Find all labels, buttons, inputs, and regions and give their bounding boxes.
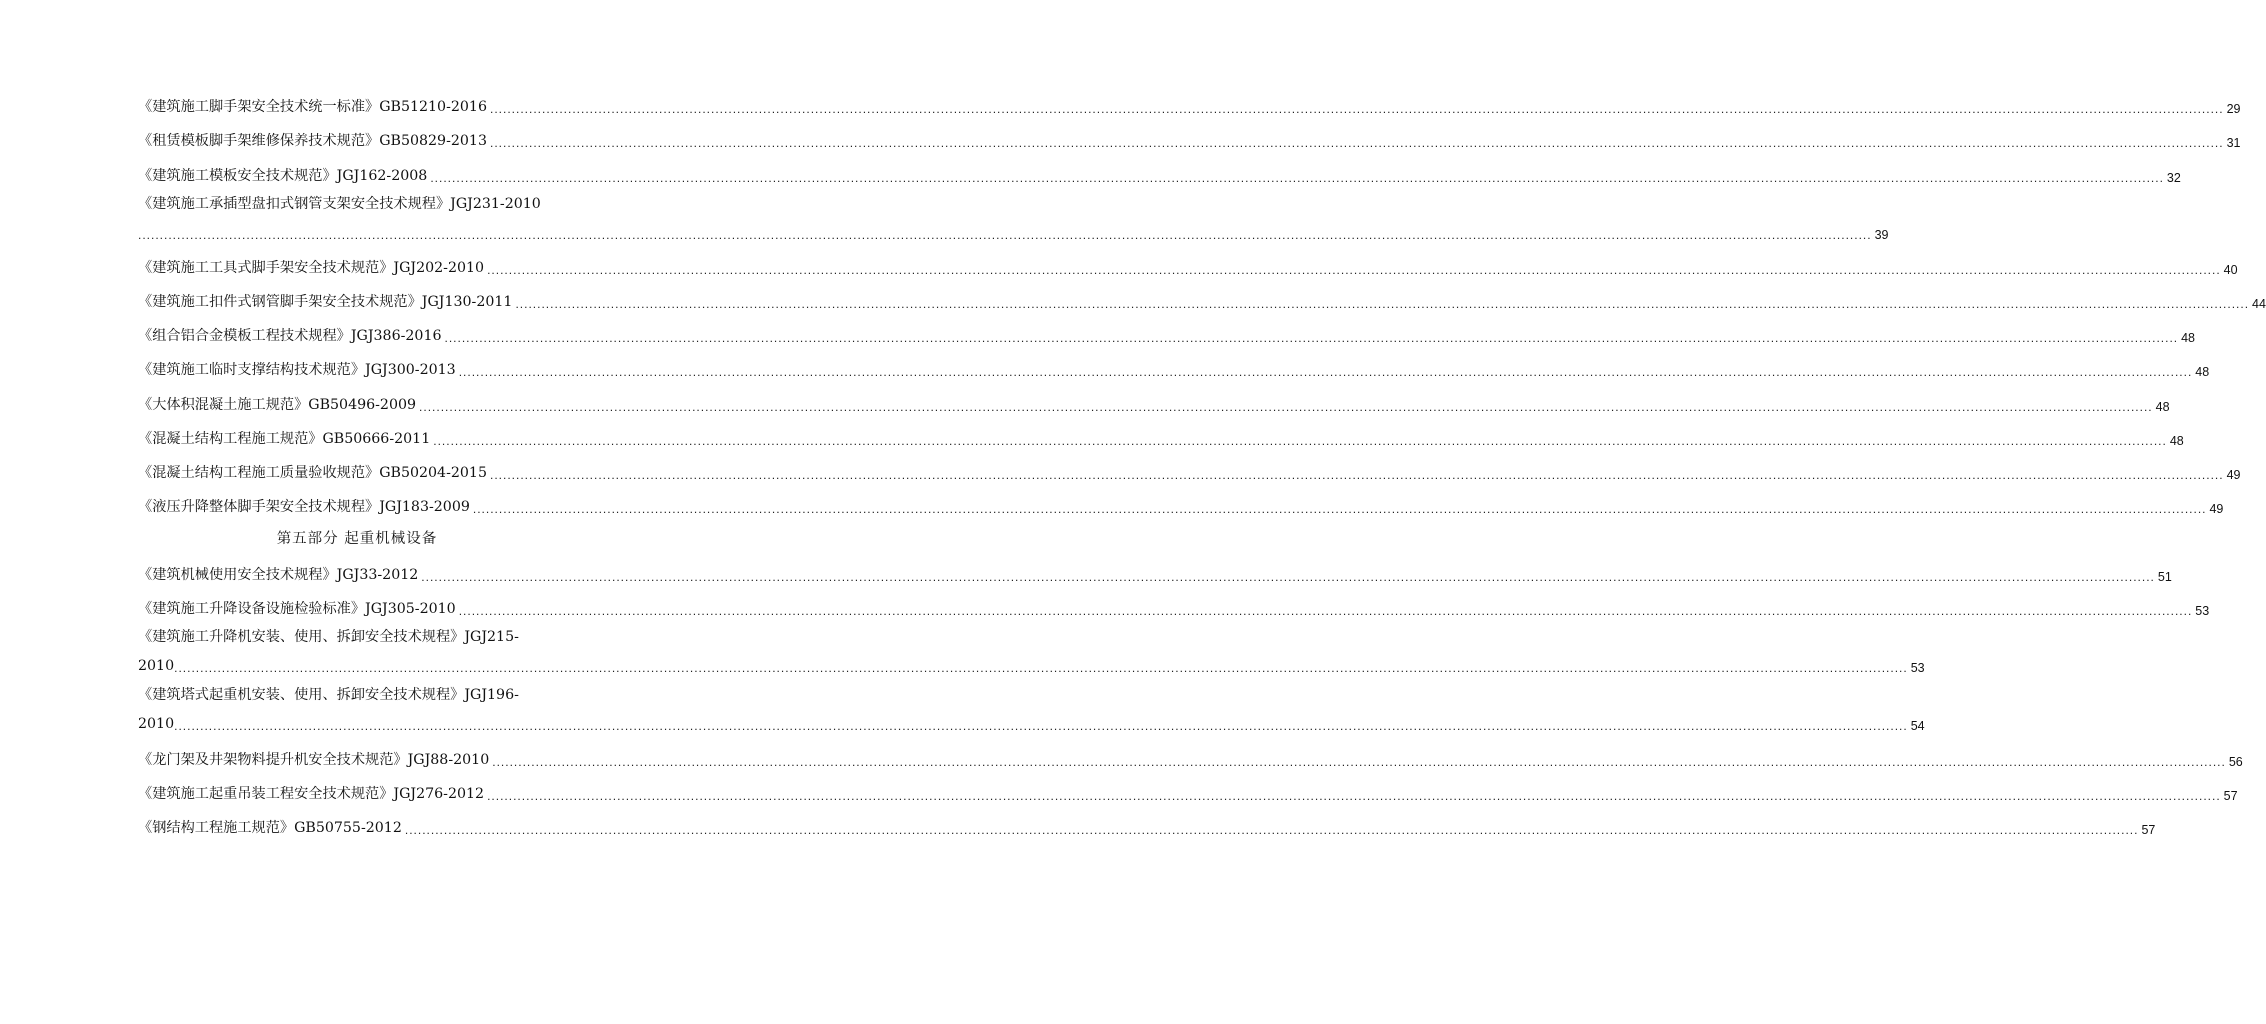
toc-entry-title: 《建筑施工临时支撑结构技术规范》JGJ300-2013 xyxy=(138,362,456,379)
toc-entry[interactable] xyxy=(138,351,2210,385)
toc-entry-continuation xyxy=(138,713,1925,734)
dot-leader: ................................................................................................................................................................................................................................................................................................................................................................................................................ xyxy=(430,170,2164,185)
toc-entry-continuation xyxy=(138,655,1925,676)
toc-entry[interactable] xyxy=(138,283,2266,317)
toc-entry[interactable] xyxy=(138,88,2241,122)
toc-entry[interactable] xyxy=(138,122,2241,156)
toc-entry-title: 《建筑施工扣件式钢管脚手架安全技术规范》JGJ130-2011 xyxy=(138,293,513,310)
dot-leader: ................................................................................................................................................................................................................................................................................................................................................................................................................ xyxy=(444,331,2179,346)
toc-entry-page: 48 xyxy=(2181,331,2196,346)
toc-entry-title: 《混凝土结构工程施工规范》GB50666-2011 xyxy=(138,430,431,447)
dot-leader: ................................................................................................................................................................................................................................................................................................................................................................................................................ xyxy=(487,262,2221,277)
toc-entry-page: 29 xyxy=(2226,102,2241,117)
toc-entry-title: 《建筑塔式起重机安装、使用、拆卸安全技术规程》JGJ196- xyxy=(138,687,519,704)
toc-entry[interactable] xyxy=(138,454,2241,488)
toc-entry-title: 《建筑施工起重吊装工程安全技术规范》JGJ276-2012 xyxy=(138,785,485,802)
toc-entry-title: 《建筑施工升降设备设施检验标准》JGJ305-2010 xyxy=(138,601,456,618)
toc-entry-page: 56 xyxy=(2228,754,2243,769)
toc-entry-page: 44 xyxy=(2252,296,2266,311)
toc-entry-page: 49 xyxy=(2226,467,2241,482)
toc-entry[interactable] xyxy=(138,682,1925,740)
toc-entry-title: 《建筑施工升降机安装、使用、拆卸安全技术规程》JGJ215- xyxy=(138,629,519,646)
dot-leader: ................................................................................................................................................................................................................................................................................................................................................................................................................ xyxy=(489,102,2224,117)
dot-leader: ................................................................................................................................................................................................................................................................................................................................................................................................................ xyxy=(492,754,2226,769)
toc-entry-page: 48 xyxy=(2195,365,2210,380)
toc-entry-title: 《建筑施工承插型盘扣式钢管支架安全技术规程》JGJ231-2010 xyxy=(138,195,541,212)
section-heading: 第五部分 起重机械设备 xyxy=(276,531,438,548)
toc-entry-title: 《建筑机械使用安全技术规程》JGJ33-2012 xyxy=(138,567,419,584)
dot-leader: ................................................................................................................................................................................................................................................................................................................................................................................................................ xyxy=(489,136,2224,151)
dot-leader: ................................................................................................................................................................................................................................................................................................................................................................................................................ xyxy=(174,719,1908,734)
toc-entry-title: 《钢结构工程施工规范》GB50755-2012 xyxy=(138,820,402,836)
toc-entry-title: 《建筑施工脚手架安全技术统一标准》GB51210-2016 xyxy=(138,99,487,116)
dot-leader: ................................................................................................................................................................................................................................................................................................................................................................................................................ xyxy=(419,399,2153,414)
toc-entry-page: 57 xyxy=(2223,788,2238,803)
toc-entry[interactable] xyxy=(138,191,1889,249)
dot-leader: ................................................................................................................................................................................................................................................................................................................................................................................................................ xyxy=(174,661,1908,676)
toc-entry[interactable] xyxy=(138,385,2170,419)
toc-entry[interactable] xyxy=(138,249,2238,283)
dot-leader: ................................................................................................................................................................................................................................................................................................................................................................................................................ xyxy=(433,433,2167,448)
dot-leader: ................................................................................................................................................................................................................................................................................................................................................................................................................ xyxy=(421,570,2155,585)
toc-entry[interactable] xyxy=(138,556,2172,590)
toc-entry[interactable] xyxy=(138,488,2224,522)
toc-entry-title: 《建筑施工模板安全技术规范》JGJ162-2008 xyxy=(138,167,428,184)
toc-entry[interactable] xyxy=(138,624,1925,682)
toc-entry[interactable] xyxy=(138,420,2184,454)
toc-entry-page: 57 xyxy=(2141,823,2156,837)
toc-entry[interactable] xyxy=(138,809,2156,843)
dot-leader: ................................................................................................................................................................................................................................................................................................................................................................................................................ xyxy=(487,788,2221,803)
toc-entry[interactable] xyxy=(138,740,2243,774)
dot-leader: ................................................................................................................................................................................................................................................................................................................................................................................................................ xyxy=(489,467,2224,482)
toc-entry[interactable] xyxy=(138,156,2181,190)
toc-entry-title-continued: 2010 xyxy=(138,658,175,675)
toc-entry-title: 《组合铝合金模板工程技术规程》JGJ386-2016 xyxy=(138,328,442,345)
dot-leader: ................................................................................................................................................................................................................................................................................................................................................................................................................ xyxy=(472,502,2207,517)
toc-entry-page: 53 xyxy=(1910,661,1925,676)
toc-entry-page: 32 xyxy=(2166,170,2181,185)
toc-entry-page: 49 xyxy=(2209,502,2224,517)
toc-entry-title: 《租赁模板脚手架维修保养技术规范》GB50829-2013 xyxy=(138,133,487,150)
toc-entry-page: 31 xyxy=(2226,136,2241,151)
toc-entry-continuation xyxy=(138,222,1889,242)
toc-entry-page: 53 xyxy=(2195,604,2210,619)
table-of-contents xyxy=(138,88,2266,843)
toc-entry-page: 48 xyxy=(2169,433,2184,448)
dot-leader: ................................................................................................................................................................................................................................................................................................................................................................................................................ xyxy=(458,365,2193,380)
toc-entry-page: 48 xyxy=(2155,399,2170,414)
toc-entry-title: 《建筑施工工具式脚手架安全技术规范》JGJ202-2010 xyxy=(138,259,485,276)
toc-entry-page: 54 xyxy=(1910,719,1925,734)
toc-entry-title-continued: 2010 xyxy=(138,716,175,733)
toc-entry[interactable] xyxy=(138,317,2196,351)
toc-entry-title: 《液压升降整体脚手架安全技术规程》JGJ183-2009 xyxy=(138,499,470,516)
toc-entry-title: 《龙门架及井架物料提升机安全技术规范》JGJ88-2010 xyxy=(138,751,490,768)
toc-entry-page: 51 xyxy=(2157,570,2172,585)
toc-entry-title: 《大体积混凝土施工规范》GB50496-2009 xyxy=(138,396,417,413)
dot-leader: ................................................................................................................................................................................................................................................................................................................................................................................................................ xyxy=(515,296,2250,311)
toc-entry[interactable] xyxy=(138,590,2210,624)
dot-leader: ................................................................................................................................................................................................................................................................................................................................................................................................................ xyxy=(138,227,1872,242)
dot-leader: ................................................................................................................................................................................................................................................................................................................................................................................................................ xyxy=(404,823,2139,837)
dot-leader: ................................................................................................................................................................................................................................................................................................................................................................................................................ xyxy=(458,604,2193,619)
toc-entry-title: 《混凝土结构工程施工质量验收规范》GB50204-2015 xyxy=(138,464,487,481)
toc-entry[interactable] xyxy=(138,775,2238,809)
toc-entry-page: 39 xyxy=(1874,227,1889,242)
toc-entry-page: 40 xyxy=(2223,262,2238,277)
